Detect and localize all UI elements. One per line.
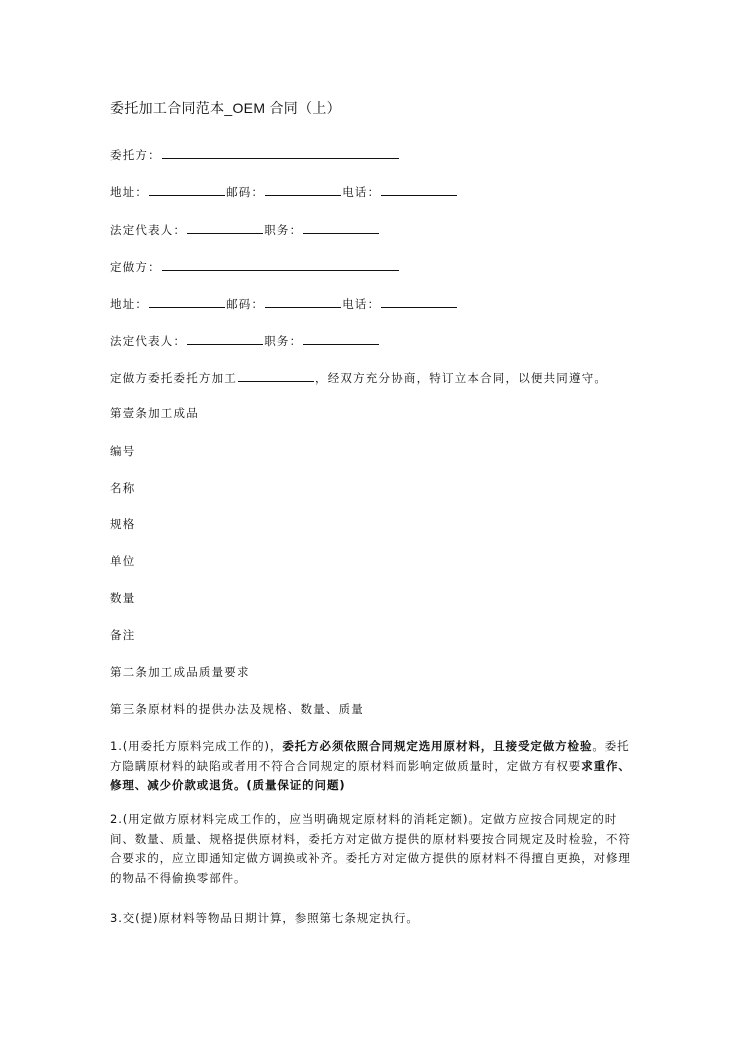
client-position-blank[interactable] [303,221,379,234]
article1-heading: 第壹条加工成品 [110,406,199,420]
p1-intro: 1.(用委托方原料完成工作的)， [110,739,283,753]
contractor-postcode-blank[interactable] [265,295,341,308]
p1-emphasis-tail: 求重作、修理、减少价款或退货。(质量保证的问题) [110,758,631,792]
article3-heading: 第三条原材料的提供办法及规格、数量、质量 [110,702,364,716]
contractor-rep-blank[interactable] [187,332,263,345]
product-field-name: 名称 [110,481,136,495]
contractor-rep-label: 法定代表人： [110,334,187,348]
client-line [110,146,400,163]
contractor-postcode-label: 邮码： [226,297,265,311]
client-phone-blank[interactable] [381,183,457,196]
product-field-number: 编号 [110,444,136,458]
client-phone-label: 电话： [342,185,381,199]
client-label: 委托方： [110,148,161,162]
client-postcode-label: 邮码： [226,185,265,199]
contractor-name-blank[interactable] [162,258,399,271]
article3-paragraph-1 [110,737,640,796]
contractor-address-label: 地址： [110,297,149,311]
client-rep-blank[interactable] [187,221,263,234]
contractor-phone-label: 电话： [342,297,381,311]
article2-heading: 第二条加工成品质量要求 [110,665,250,679]
client-position-label: 职务： [264,223,303,237]
contractor-rep-line [110,332,380,349]
client-address-label: 地址： [110,185,149,199]
product-field-quantity: 数量 [110,591,136,605]
document-title: 委托加工合同范本_OEM 合同（上） [110,100,341,116]
p1-body: 。委托方隐瞒原材料的缺陷或者用不符合合同规定的原材料而影响定做质量时，定做方有权要 [110,739,630,773]
client-address-blank[interactable] [149,183,225,196]
client-postcode-blank[interactable] [265,183,341,196]
contractor-address-line [110,295,458,312]
client-address-line [110,183,458,200]
product-field-remarks: 备注 [110,628,136,642]
client-rep-label: 法定代表人： [110,223,187,237]
p1-emphasis: 委托方必须依照合同规定选用原材料，且接受定做方检验 [282,739,593,753]
contractor-line [110,258,400,275]
product-field-spec: 规格 [110,517,136,531]
client-rep-line [110,221,380,238]
contractor-position-blank[interactable] [303,332,379,345]
contractor-label: 定做方： [110,260,161,274]
client-name-blank[interactable] [162,146,399,159]
contractor-address-blank[interactable] [149,295,225,308]
contractor-position-label: 职务： [264,334,303,348]
intro-product-blank[interactable] [238,369,314,382]
article3-paragraph-3: 3.交(提)原材料等物品日期计算，参照第七条规定执行。 [110,911,419,925]
article3-paragraph-2: 2.(用定做方原材料完成工作的，应当明确规定原材料的消耗定额)。定做方应按合同规定的时间、数量、质量、规格提供原材料，委托方对定做方提供的原材料要按合同规定及时检验，不符合要求的，应立即通知定做方调换或补齐。委托方对定做方提供的原材料不得擅自更换，对修理的物品不得偷换零部件。 [110,812,631,885]
intro-line [110,369,607,386]
intro-prefix: 定做方委托委托方加工 [110,371,237,385]
contractor-phone-blank[interactable] [381,295,457,308]
product-field-unit: 单位 [110,554,136,568]
intro-suffix: ，经双方充分协商，特订立本合同，以便共同遵守。 [315,371,608,385]
